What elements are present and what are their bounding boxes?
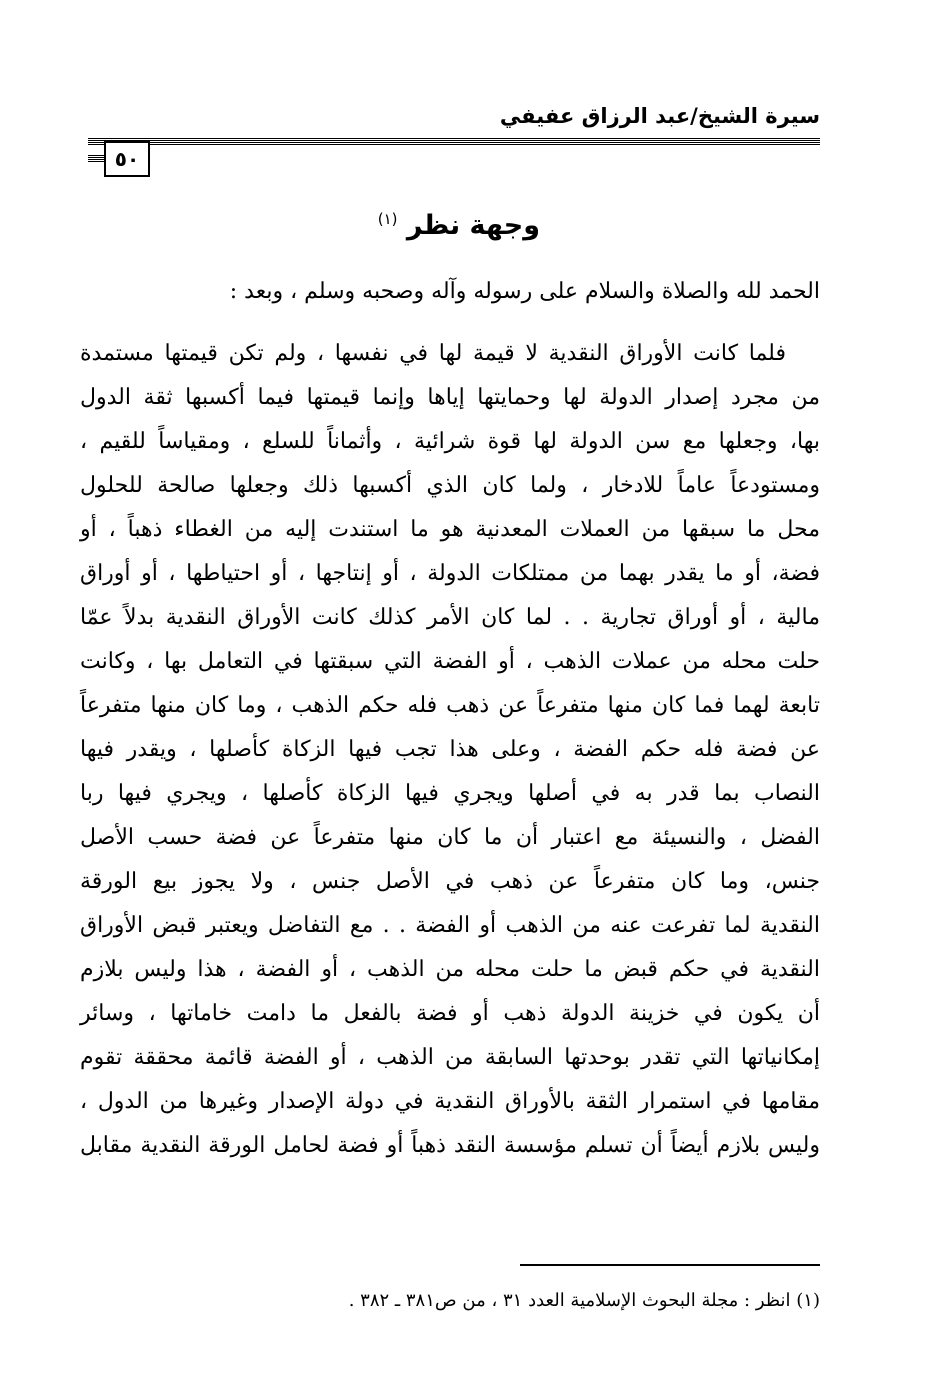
text-line: النقدية في حكم قبض ما حلت محله من الذهب ، أو الفضة ، هذا وليس بلازم bbox=[80, 957, 820, 982]
section-title bbox=[378, 210, 540, 241]
text-line: إمكانياتها التي تقدر بوحدتها السابقة من الذهب ، أو الفضة قائمة محققة تقوم bbox=[80, 1045, 820, 1070]
text-line: النصاب بما قدر به في أصلها ويجري فيها الزكاة كأصلها ، ويجري فيها ربا bbox=[80, 781, 820, 806]
text-line: مقامها في استمرار الثقة بالأوراق النقدية في دولة الإصدار وغيرها من الدول ، bbox=[80, 1089, 820, 1114]
text-line: حلت محله من عملات الذهب ، أو الفضة التي سبقتها في التعامل بها ، وكانت bbox=[80, 649, 820, 674]
text-line: أن يكون في خزينة الدولة ذهب أو فضة بالفعل ما دامت خاماتها ، وسائر bbox=[80, 1001, 820, 1026]
running-header-title: سيرة الشيخ/عبد الرزاق عفيفي bbox=[499, 104, 820, 128]
section-title-text: وجهة نظر bbox=[406, 210, 540, 241]
text-line: ومستودعاً عاماً للادخار ، ولما كان الذي أكسبها ذلك وجعلها صالحة للحلول bbox=[80, 473, 820, 498]
text-line: من مجرد إصدار الدولة لها وحمايتها إياها وإنما قيمتها فيما أكسبها ثقة الدول bbox=[80, 385, 820, 410]
text-line: فلما كانت الأوراق النقدية لا قيمة لها في نفسها ، ولم تكن قيمتها مستمدة bbox=[80, 341, 786, 366]
text-line: تابعة لهما فما كان منها متفرعاً عن ذهب فله حكم الذهب ، وما كان منها متفرعاً bbox=[80, 693, 820, 718]
text-line: وليس بلازم أيضاً أن تسلم مؤسسة النقد ذهباً أو فضة لحامل الورقة النقدية مقابل bbox=[80, 1133, 820, 1158]
text-line: النقدية لما تفرعت عنه من الذهب أو الفضة . . مع التفاضل ويعتبر قبض الأوراق bbox=[80, 913, 820, 938]
opening-line: الحمد لله والصلاة والسلام على رسوله وآله وصحبه وسلم ، وبعد : bbox=[229, 279, 820, 304]
page-number: ٥٠ bbox=[104, 141, 150, 177]
text-line: فضة، أو ما يقدر بهما من ممتلكات الدولة ، أو إنتاجها ، أو احتياطها ، أو أوراق bbox=[80, 561, 820, 586]
footnote-separator bbox=[520, 1264, 820, 1266]
footnote: (١) انظر : مجلة البحوث الإسلامية العدد ٣١ ، من ص٣٨١ ـ ٣٨٢ . bbox=[348, 1290, 820, 1311]
text-line: جنس، وما كان متفرعاً عن ذهب في الأصل جنس ، ولا يجوز بيع الورقة bbox=[80, 869, 820, 894]
header-rule bbox=[88, 138, 820, 146]
text-line: محل ما سبقها من العملات المعدنية هو ما استندت إليه من الغطاء ذهباً ، أو bbox=[80, 517, 820, 542]
title-footnote-marker: (١) bbox=[377, 210, 398, 228]
body-paragraph bbox=[80, 332, 820, 1168]
text-line: الفضل ، والنسيئة مع اعتبار أن ما كان منها متفرعاً عن فضة حسب الأصل bbox=[80, 825, 820, 850]
text-line: مالية ، أو أوراق تجارية . . لما كان الأمر كذلك كانت الأوراق النقدية بدلاً عمّا bbox=[80, 605, 820, 630]
text-line: عن فضة فله حكم الفضة ، وعلى هذا تجب فيها الزكاة كأصلها ، ويقدر فيها bbox=[80, 737, 820, 762]
text-line: بها، وجعلها مع سن الدولة لها قوة شرائية ، وأثماناً للسلع ، ومقياساً للقيم ، bbox=[80, 429, 820, 454]
